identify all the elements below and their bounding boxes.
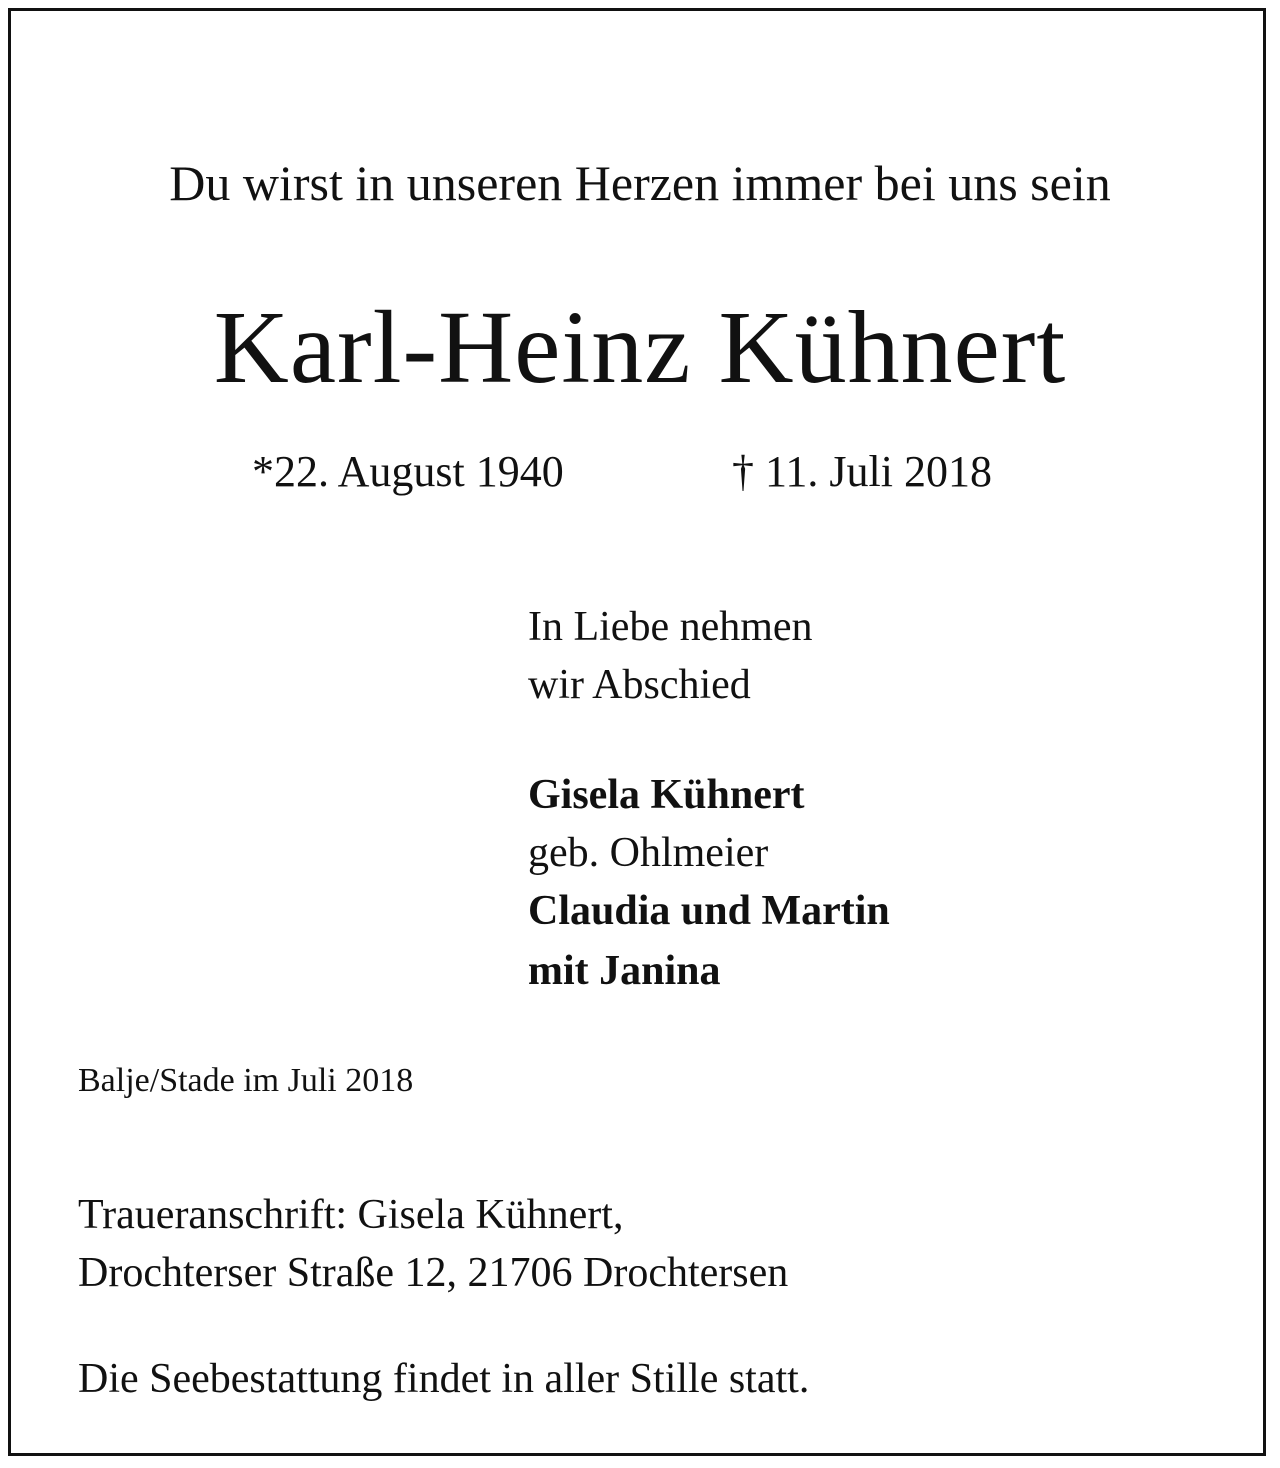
mourner-janina: mit Janina (528, 948, 721, 994)
death-date: † 11. Juli 2018 (732, 447, 992, 496)
closing-line: Die Seebestattung findet in aller Stille statt. (78, 1356, 810, 1402)
mourner-maiden-name: geb. Ohlmeier (528, 830, 769, 876)
farewell-line-1: In Liebe nehmen (528, 604, 813, 650)
address-line-1: Traueranschrift: Gisela Kühnert, (78, 1192, 624, 1238)
farewell-line-2: wir Abschied (528, 662, 751, 708)
place-date: Balje/Stade im Juli 2018 (78, 1062, 414, 1099)
mourner-claudia-martin: Claudia und Martin (528, 888, 890, 934)
notice-border (8, 8, 1266, 1456)
motto-line: Du wirst in unseren Herzen immer bei uns sein (169, 155, 1111, 211)
deceased-name: Karl-Heinz Kühnert (213, 290, 1067, 405)
birth-date: *22. August 1940 (252, 447, 564, 496)
mourner-gisela: Gisela Kühnert (528, 772, 805, 818)
address-line-2: Drochterser Straße 12, 21706 Drochtersen (78, 1250, 789, 1296)
